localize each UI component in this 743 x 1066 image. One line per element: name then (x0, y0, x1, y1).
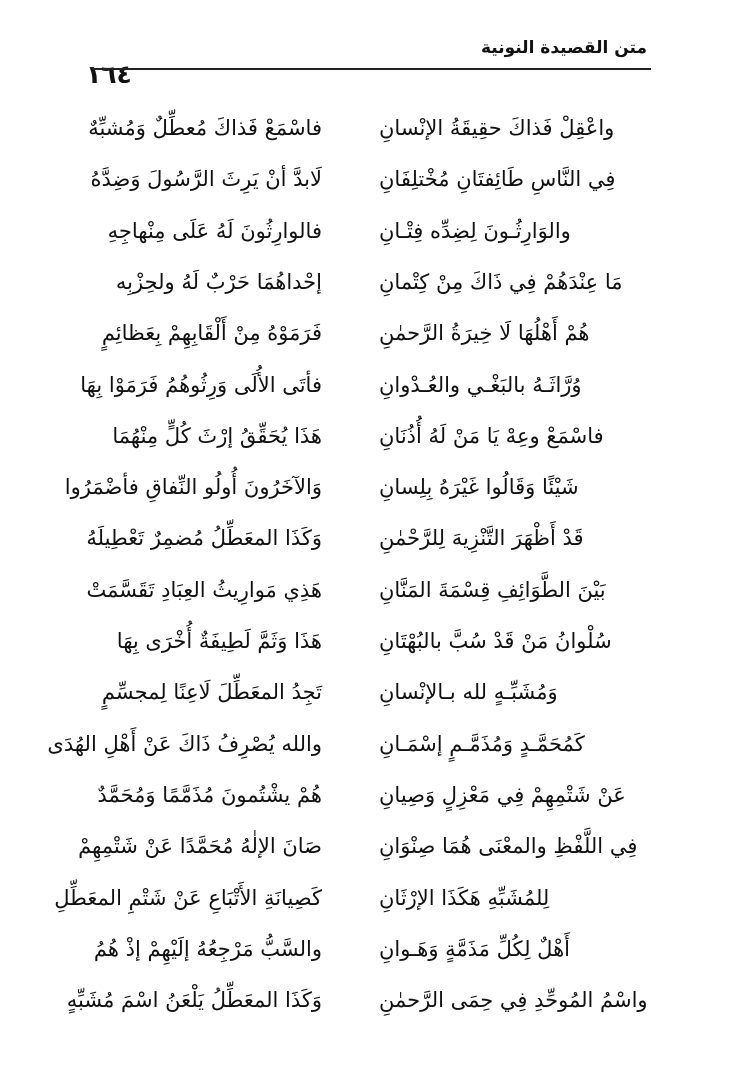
verse-first-hemistich: فأتَى الأُلَى وَرِثُوهُمُ فَرَمَوْا بِهَا (80, 372, 322, 397)
poem-verses (47, 103, 649, 1026)
verse-first-hemistich: وَالآخَرُونَ أُولُو النِّفاقِ فأضْمَرُوا (64, 475, 322, 500)
verse-line (90, 924, 649, 975)
verse-first-hemistich: إحْداهُمَا حَرْبٌ لَهُ ولحِزْبِه (115, 269, 322, 294)
verse-first-hemistich: كَصِيانَةِ الأَتْبَاعِ عَنْ شَتْمِ المعَطِّلِ (54, 885, 322, 910)
verse-line (54, 872, 649, 923)
verse-line (90, 411, 649, 462)
verse-line (47, 719, 649, 770)
verse-first-hemistich: والله يُصْرِفُ ذَاكَ عَنْ أَهْلِ الهُدَى (47, 731, 322, 756)
verse-line (90, 308, 649, 359)
verse-first-hemistich: هَذَا يُحَقِّقُ إرْثَ كُلٍّ مِنْهُمَا (112, 423, 322, 448)
verse-line (90, 206, 649, 257)
verse-line (66, 975, 649, 1026)
verse-line (86, 513, 649, 564)
verse-second-hemistich: والوَارِثُـونَ لِضِدِّه فِتْـانِ (379, 218, 571, 243)
verse-first-hemistich: فالوارِثُونَ لَهُ عَلَى مِنْهاجِهِ (107, 218, 322, 243)
verse-line (80, 359, 649, 410)
verse-first-hemistich: هَذِي مَوارِيثُ العِبَادِ تَقَسَّمَتْ (86, 577, 322, 602)
verse-line (90, 103, 649, 154)
page-number: ١٦٤ (86, 60, 132, 89)
verse-first-hemistich: وَكَذَا المعَطِّلُ يَلْعَنُ اسْمَ مُشَبِّهٍ (66, 988, 322, 1013)
verse-line (86, 565, 649, 616)
verse-second-hemistich: قَدْ أَظْهَرَ التَّنْزِيهَ لِلرَّحْمٰنِ (379, 526, 584, 551)
verse-second-hemistich: لِلمُشَبِّهِ هَكَذَا الإرْثَانِ (379, 885, 550, 910)
verse-first-hemistich: والسَّبُّ مَرْجِعُهُ إلَيْهِمْ إذْ هُمُ (93, 936, 322, 961)
verse-second-hemistich: فِي اللَّفْظِ والمعْنَى هُمَا صِنْوَانِ (379, 834, 638, 859)
verse-second-hemistich: هُمْ أَهْلُهَا لَا خِيرَةُ الرَّحمٰنِ (379, 321, 590, 346)
verse-first-hemistich: لَابدَّ أنْ يَرِثَ الرَّسُولَ وَضِدَّهُ (90, 167, 322, 192)
verse-second-hemistich: فِي النَّاسِ طَائِفتَانِ مُخْتلِفَانِ (379, 167, 616, 192)
verse-second-hemistich: كَمُحَمَّـدٍ وَمُذَمَّـمٍ إسْمَـانِ (379, 731, 585, 756)
verse-second-hemistich: فاسْمَعْ وعِهْ يَا مَنْ لَهُ أُذُنَانِ (379, 423, 604, 448)
verse-line (90, 616, 649, 667)
verse-first-hemistich: تَجِدُ المعَطِّلَ لَاعِنًا لِمجسِّمٍ (101, 680, 322, 705)
verse-second-hemistich: شَيْئًا وَقَالُوا غَيْرَهُ بِلِسانِ (379, 475, 579, 500)
verse-line (90, 154, 649, 205)
verse-line (90, 257, 649, 308)
verse-second-hemistich: سُلْوانُ مَنْ قَدْ سُبَّ بالبُهْتَانِ (379, 629, 612, 654)
verse-second-hemistich: مَا عِنْدَهُمْ فِي ذَاكَ مِنْ كِتْمانِ (379, 269, 623, 294)
verse-second-hemistich: عَنْ شَتْمِهِمْ فِي مَعْزِلٍ وَصِيانِ (379, 782, 626, 807)
running-title: متن القصيدة النونية (480, 38, 647, 58)
verse-second-hemistich: وُرَّاثَـهُ بالبَغْـي والعُـدْوانِ (379, 372, 582, 397)
verse-second-hemistich: وَمُشَبِّـهٍ لله بـالإنْسانِ (379, 680, 558, 705)
verse-line (90, 667, 649, 718)
page-header (86, 38, 647, 88)
verse-line (78, 821, 649, 872)
verse-first-hemistich: فاسْمَعْ فَذاكَ مُعطِّلٌ وَمُشبِّهٌ (88, 116, 322, 141)
verse-line (64, 462, 649, 513)
verse-second-hemistich: واسْمُ المُوحِّدِ فِي حِمَى الرَّحمٰنِ (379, 988, 648, 1013)
verse-first-hemistich: هُمْ يشْتُمونَ مُذَمَّمًا وَمُحَمَّدٌ (97, 782, 322, 807)
verse-first-hemistich: وَكَذَا المعَطِّلُ مُضمِرٌ تَعْطِيلَهُ (86, 526, 322, 551)
verse-second-hemistich: بَيْنَ الطَّوَائِفِ قِسْمَةَ المَنَّانِ (379, 577, 606, 602)
verse-line (90, 770, 649, 821)
verse-first-hemistich: هَذَا وَثَمَّ لَطِيفَةٌ أُخْرَى بِهَا (116, 629, 322, 654)
verse-second-hemistich: أَهْلٌ لِكُلِّ مَذَمَّةٍ وَهَـوانِ (379, 936, 570, 961)
header-divider (92, 68, 651, 70)
verse-first-hemistich: فَرَمَوْهُ مِنْ أَلْقَابِهِمْ بِعَظائِمٍ (101, 321, 322, 346)
verse-second-hemistich: واعْقِلْ فَذاكَ حقِيقَةُ الإنْسانِ (379, 116, 615, 141)
verse-first-hemistich: صَانَ الإلٰهُ مُحَمَّدًا عَنْ شَتْمِهِمْ (78, 834, 322, 859)
